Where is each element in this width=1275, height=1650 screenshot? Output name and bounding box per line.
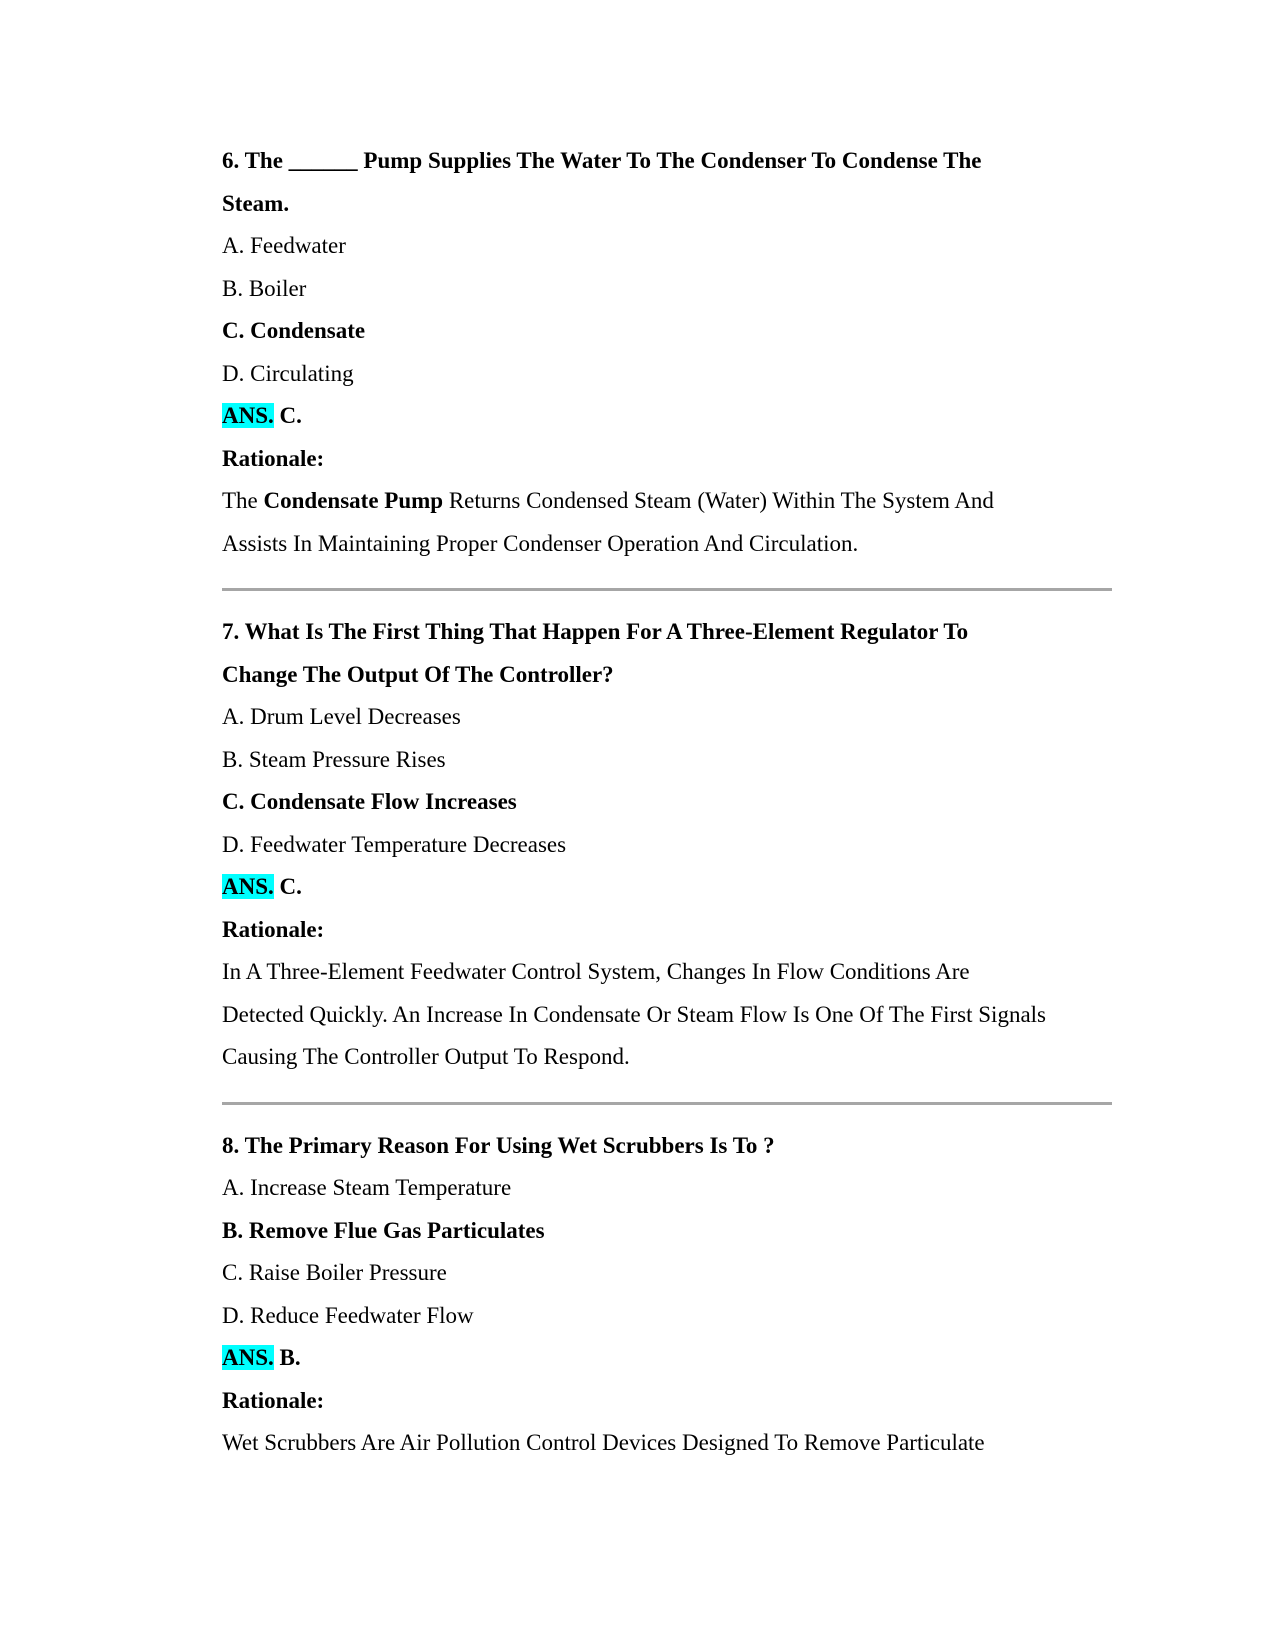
option-b: B. Boiler bbox=[222, 275, 307, 301]
question-block-6 bbox=[222, 140, 1112, 565]
rationale-bold-term: Condensate Pump bbox=[263, 488, 444, 513]
option-b-correct: B. Remove Flue Gas Particulates bbox=[222, 1217, 545, 1243]
section-divider bbox=[222, 588, 1112, 591]
question-text-line: 7. What Is The First Thing That Happen For A Three-Element Regulator To bbox=[222, 619, 969, 644]
question-text-line: Steam. bbox=[222, 190, 290, 216]
question-block-7 bbox=[222, 611, 1112, 1079]
rationale-text-line: Detected Quickly. An Increase In Condensate Or Steam Flow Is One Of The First Signals bbox=[222, 1001, 1046, 1027]
rationale-text-line bbox=[222, 480, 1112, 523]
rationale-prefix: The bbox=[222, 488, 264, 513]
option-c: C. Raise Boiler Pressure bbox=[222, 1260, 447, 1285]
answer-line bbox=[222, 395, 1112, 438]
document-page bbox=[222, 140, 1112, 1465]
rationale-text-line: Wet Scrubbers Are Air Pollution Control Devices Designed To Remove Particulate bbox=[222, 1430, 985, 1455]
answer-value: C. bbox=[279, 403, 302, 428]
option-c-correct: C. Condensate Flow Increases bbox=[222, 789, 517, 814]
rationale-label: Rationale: bbox=[222, 916, 325, 942]
option-c-correct: C. Condensate bbox=[222, 318, 366, 343]
rationale-label: Rationale: bbox=[222, 445, 325, 471]
rationale-label: Rationale: bbox=[222, 1387, 325, 1413]
answer-label-highlight: ANS. bbox=[222, 874, 274, 899]
answer-line bbox=[222, 866, 1112, 909]
rationale-text-line: In A Three-Element Feedwater Control System, Changes In Flow Conditions Are bbox=[222, 959, 970, 984]
option-d: D. Reduce Feedwater Flow bbox=[222, 1302, 474, 1328]
rationale-rest: Returns Condensed Steam (Water) Within The System And bbox=[443, 488, 994, 513]
question-text-line: 8. The Primary Reason For Using Wet Scrubbers Is To ? bbox=[222, 1132, 775, 1158]
option-a: A. Increase Steam Temperature bbox=[222, 1175, 512, 1200]
option-b: B. Steam Pressure Rises bbox=[222, 746, 446, 772]
answer-line bbox=[222, 1337, 1112, 1380]
answer-value: B. bbox=[279, 1345, 301, 1370]
question-text-line: Change The Output Of The Controller? bbox=[222, 661, 614, 687]
question-text-line: 6. The ______ Pump Supplies The Water To The Condenser To Condense The bbox=[222, 148, 982, 173]
question-block-8 bbox=[222, 1125, 1112, 1465]
rationale-text-line: Causing The Controller Output To Respond. bbox=[222, 1044, 630, 1069]
answer-label-highlight: ANS. bbox=[222, 1345, 274, 1370]
section-divider bbox=[222, 1102, 1112, 1105]
option-a: A. Drum Level Decreases bbox=[222, 704, 461, 729]
rationale-text-line: Assists In Maintaining Proper Condenser Operation And Circulation. bbox=[222, 530, 859, 556]
answer-value: C. bbox=[279, 874, 302, 899]
option-d: D. Circulating bbox=[222, 360, 354, 386]
option-a: A. Feedwater bbox=[222, 233, 346, 258]
answer-label-highlight: ANS. bbox=[222, 403, 274, 428]
option-d: D. Feedwater Temperature Decreases bbox=[222, 831, 567, 857]
